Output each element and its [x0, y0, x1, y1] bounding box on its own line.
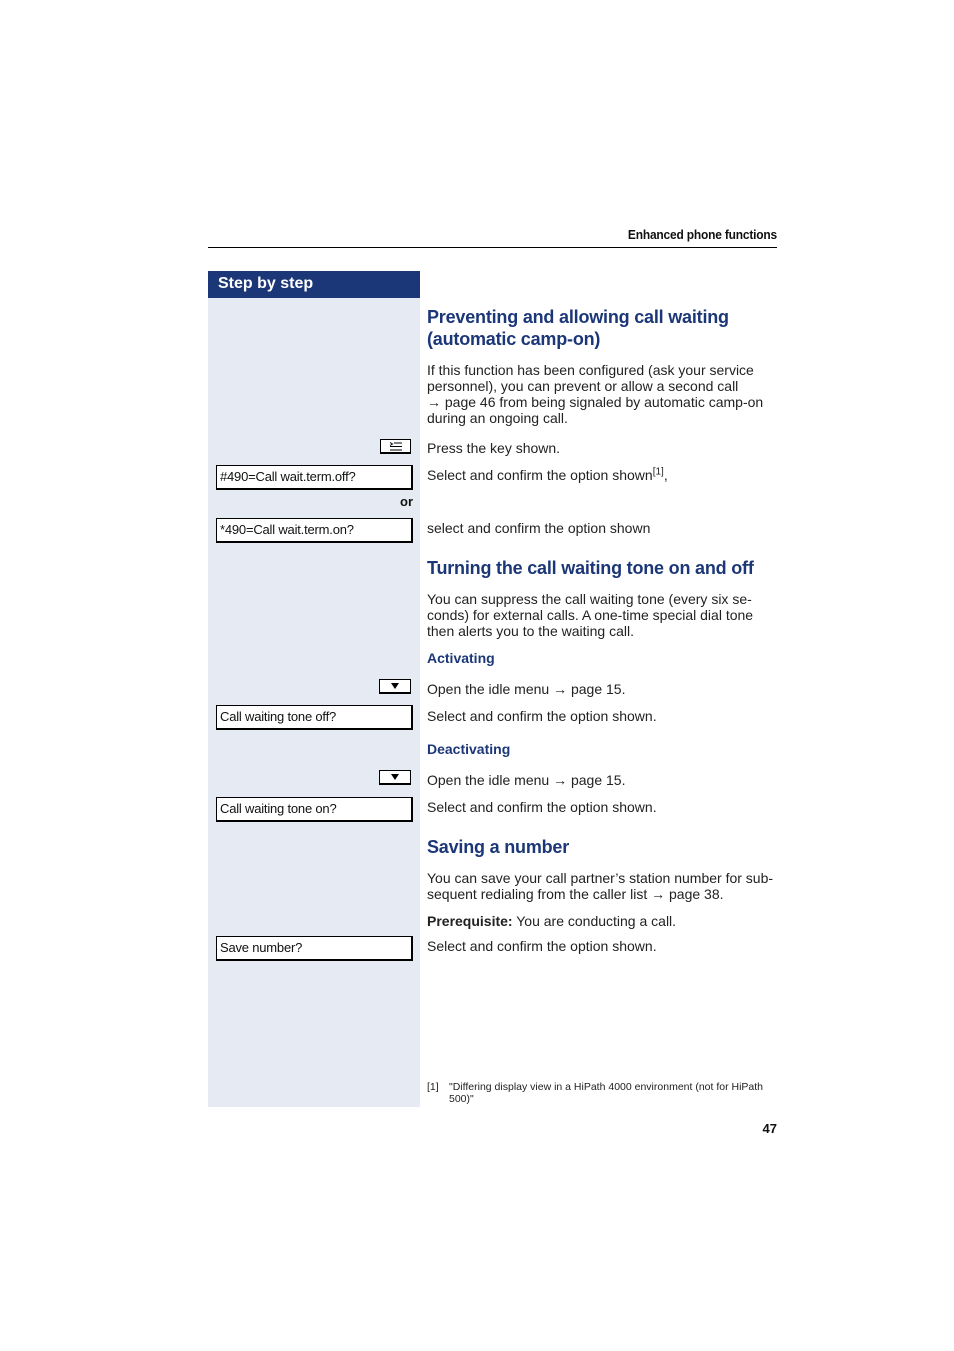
page-link-text[interactable]: page 38.: [665, 886, 724, 902]
section-intro-saving-number: [427, 870, 779, 902]
instruction-open-idle-menu: [427, 681, 779, 697]
section-title-call-waiting: [427, 306, 729, 350]
down-arrow-key-icon[interactable]: [379, 679, 411, 694]
footnote-ref[interactable]: [1]: [652, 466, 664, 478]
sidebar-title: Step by step: [208, 271, 420, 298]
instruction-select-option: Select and confirm the option shown.: [427, 799, 657, 815]
option-call-wait-term-on[interactable]: *490=Call wait.term.on?: [216, 518, 413, 543]
footnote: [427, 1081, 772, 1107]
arrow-icon: →: [553, 681, 568, 697]
instruction-text: Open the idle menu: [427, 681, 554, 697]
option-call-waiting-tone-off[interactable]: Call waiting tone off?: [216, 705, 413, 730]
prerequisite-label: Prerequisite:: [427, 913, 513, 929]
subheading-activating: Activating: [427, 650, 495, 666]
page-link-text[interactable]: page 46 from being signaled by automatic camp-on: [441, 394, 764, 410]
down-arrow-key-icon[interactable]: [379, 770, 411, 785]
intro-line: conds) for external calls. A one-time special dial tone: [427, 607, 754, 623]
section-title-saving-number: Saving a number: [427, 837, 570, 857]
header-rule: [208, 247, 777, 248]
section-title-line: (automatic camp-on): [427, 329, 601, 349]
running-header: Enhanced phone functions: [627, 227, 777, 242]
page-link-text[interactable]: page 15.: [567, 681, 626, 697]
arrow-icon: →: [553, 772, 568, 788]
instruction-open-idle-menu: [427, 772, 779, 788]
intro-line: [427, 886, 779, 902]
intro-line: personnel), you can prevent or allow a second call: [427, 378, 739, 394]
or-label: or: [400, 494, 413, 509]
program-service-key-icon[interactable]: [380, 439, 411, 454]
footnote-text: "Differing display view in a HiPath 4000 environment (not for HiPath 500)": [449, 1081, 764, 1105]
instruction-select-option: [427, 467, 779, 483]
arrow-icon: →: [427, 394, 441, 410]
section-title-line: Preventing and allowing call waiting: [427, 307, 729, 327]
section-intro-call-waiting: [427, 362, 779, 426]
option-call-waiting-tone-on[interactable]: Call waiting tone on?: [216, 797, 413, 822]
instruction-select-option-alt: select and confirm the option shown: [427, 520, 651, 536]
section-title-tone: Turning the call waiting tone on and off: [427, 558, 754, 578]
option-call-wait-term-off[interactable]: #490=Call wait.term.off?: [216, 465, 413, 490]
instruction-select-option: Select and confirm the option shown.: [427, 708, 657, 724]
option-save-number[interactable]: Save number?: [216, 936, 413, 961]
subheading-deactivating: Deactivating: [427, 741, 511, 757]
instruction-comma: ,: [663, 467, 668, 483]
instruction-text: Select and confirm the option shown: [427, 467, 653, 483]
page-link-text[interactable]: page 15.: [567, 772, 626, 788]
intro-line: then alerts you to the waiting call.: [427, 623, 635, 639]
footnote-number: [1]: [427, 1081, 439, 1093]
intro-line: during an ongoing call.: [427, 410, 568, 426]
intro-line: You can save your call partner’s station number for sub-: [427, 870, 774, 886]
arrow-icon: →: [651, 886, 666, 902]
intro-line: You can suppress the call waiting tone (every six se-: [427, 591, 752, 607]
instruction-select-option: Select and confirm the option shown.: [427, 938, 657, 954]
intro-text: sequent redialing from the caller list: [427, 886, 652, 902]
instruction-text: Open the idle menu: [427, 772, 554, 788]
instruction-press-key: Press the key shown.: [427, 440, 561, 456]
intro-line: If this function has been configured (ask your service: [427, 362, 754, 378]
page-number: 47: [762, 1121, 777, 1136]
intro-line: [427, 394, 779, 410]
prerequisite-text: You are conducting a call.: [512, 913, 677, 929]
prerequisite: [427, 913, 779, 929]
section-intro-tone: [427, 591, 779, 639]
